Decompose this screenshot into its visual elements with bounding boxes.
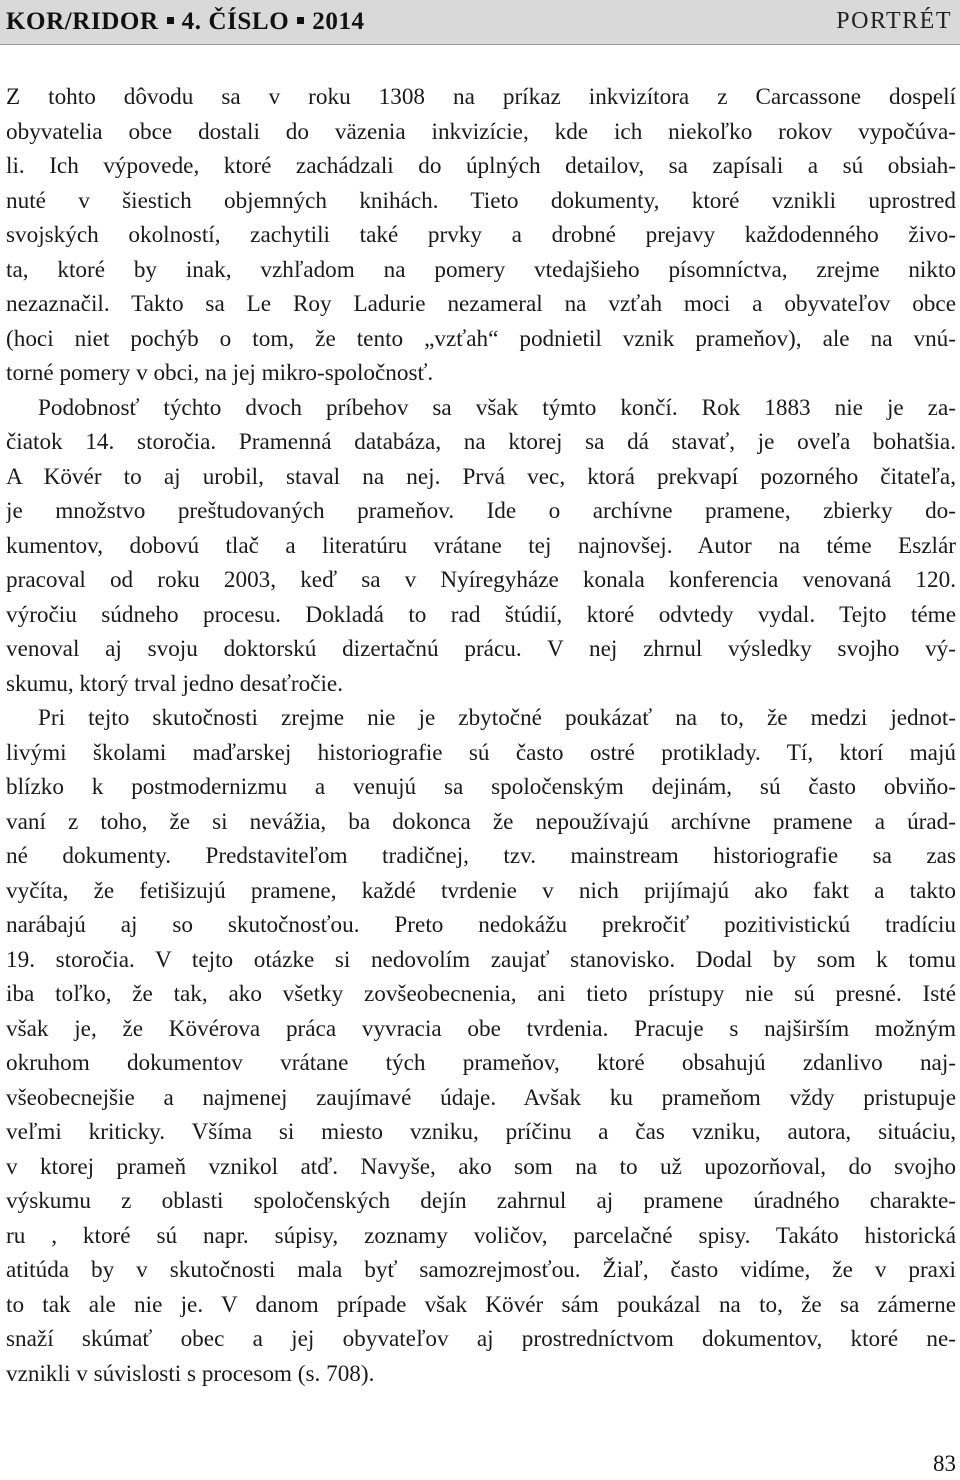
text-line: pracoval od roku 2003, keď sa v Nyíregyháze konala konferencia venovaná 120. (6, 567, 956, 593)
issue-number: 4. ČÍSLO (181, 8, 290, 35)
text-line: livými školami maďarskej historiografie sú často ostré protiklady. Tí, ktorí majú (6, 739, 956, 766)
text-line: skumu, ktorý trval jedno desaťročie. (6, 670, 344, 697)
paragraph (6, 80, 956, 391)
paragraph (6, 391, 956, 702)
text-line: výročiu súdneho procesu. Dokladá to rad štúdií, ktoré odvtedy vydal. Tejto téme (6, 601, 956, 628)
issue-year: 2014 (312, 8, 365, 35)
square-bullet-icon (167, 17, 174, 24)
text-line: vznikli v súvislosti s procesom (s. 708). (6, 1360, 375, 1387)
article-body (6, 80, 956, 1391)
running-header (0, 0, 960, 45)
text-line: atitúda by v skutočnosti mala byť samozrejmosťou. Žiaľ, často vidíme, že v praxi (6, 1257, 956, 1283)
text-line: iba toľko, že tak, ako všetky zovšeobecnenia, ani tieto prístupy nie sú presné. Isté (6, 981, 956, 1007)
square-bullet-icon (297, 17, 304, 24)
text-line: vaní z toho, že si nevážia, ba dokonca že nepoužívajú archívne pramene a úrad- (6, 808, 956, 835)
text-line: ta, ktoré by inak, vzhľadom na pomery vtedajšieho písomníctva, zrejme nikto (6, 256, 956, 283)
text-line: torné pomery v obci, na jej mikro-spoločnosť. (6, 360, 434, 386)
text-line: svojských okolností, zachytili také prvky a drobné prejavy každodenného živo- (6, 222, 956, 248)
text-line: A Kövér to aj urobil, staval na nej. Prvá vec, ktorá prekvapí pozorného čitateľa, (6, 463, 956, 490)
text-line: nuté v šiestich objemných knihách. Tieto dokumenty, ktoré vznikli uprostred (6, 187, 956, 214)
text-line: nezaznačil. Takto sa Le Roy Ladurie nezameral na vzťah moci a obyvateľov obce (6, 291, 956, 317)
section-label: PORTRÉT (836, 8, 952, 34)
text-line: je množstvo preštudovaných prameňov. Ide o archívne pramene, zbierky do- (6, 498, 956, 524)
text-line: všeobecnejšie a najmenej zaujímavé údaje. Avšak ku prameňom vždy pristupuje (6, 1084, 956, 1111)
text-line: obyvatelia obce dostali do väzenia inkvizície, kde ich niekoľko rokov vypočúva- (6, 118, 956, 145)
text-line: v ktorej prameň vznikol atď. Navyše, ako som na to už upozorňoval, do svojho (6, 1153, 956, 1180)
text-line: veľmi kriticky. Všíma si miesto vzniku, príčinu a čas vzniku, autora, situáciu, (6, 1119, 956, 1145)
text-line: výskumu z oblasti spoločenských dejín zahrnul aj pramene úradného charakte- (6, 1188, 956, 1214)
journal-issue-label (6, 8, 365, 36)
journal-name: KOR/RIDOR (6, 8, 159, 35)
text-line: 19. storočia. V tejto otázke si nedovolím zaujať stanovisko. Dodal by som k tomu (6, 946, 956, 973)
text-line: narábajú aj so skutočnosťou. Preto nedokážu prekročiť pozitivistickú tradíciu (6, 912, 956, 938)
text-line: (hoci niet pochýb o tom, že tento „vzťah“ podnietil vznik prameňov), ale na vnú- (6, 325, 956, 352)
text-line: li. Ich výpovede, ktoré zachádzali do úplných detailov, sa zapísali a sú obsiah- (6, 153, 956, 179)
text-line: však je, že Kövérova práca vyvracia obe tvrdenia. Pracuje s najširším možným (6, 1015, 956, 1042)
text-line: blízko k postmodernizmu a venujú sa spoločenským dejinám, sú často obviňo- (6, 774, 956, 800)
text-line: venoval aj svoju doktorskú dizertačnú prácu. V nej zhrnul výsledky svojho vý- (6, 636, 956, 662)
text-line: čiatok 14. storočia. Pramenná databáza, na ktorej sa dá stavať, je oveľa bohatšia. (6, 429, 956, 455)
text-line: to tak ale nie je. V danom prípade však Kövér sám poukázal na to, že sa zámerne (6, 1291, 956, 1318)
text-line: vyčíta, že fetišizujú pramene, každé tvrdenie v nich prijímajú ako fakt a takto (6, 877, 956, 904)
page-number: 83 (933, 1451, 956, 1476)
text-line: Z tohto dôvodu sa v roku 1308 na príkaz inkvizítora z Carcassone dospelí (6, 84, 956, 110)
paragraph (6, 701, 956, 1391)
text-line: okruhom dokumentov vrátane tých prameňov, ktoré obsahujú zdanlivo naj- (6, 1050, 956, 1076)
text-line: kumentov, dobovú tlač a literatúru vrátane tej najnovšej. Autor na téme Eszlár (6, 532, 956, 559)
text-line: Podobnosť týchto dvoch príbehov sa však týmto končí. Rok 1883 nie je za- (38, 394, 956, 421)
text-line: ru , ktoré sú napr. súpisy, zoznamy voličov, parcelačné spisy. Takáto historická (6, 1222, 956, 1249)
text-line: né dokumenty. Predstaviteľom tradičnej, tzv. mainstream historiografie sa zas (6, 843, 956, 869)
text-line: snaží skúmať obec a jej obyvateľov aj prostredníctvom dokumentov, ktoré ne- (6, 1326, 956, 1352)
text-line: Pri tejto skutočnosti zrejme nie je zbytočné poukázať na to, že medzi jednot- (38, 705, 956, 731)
